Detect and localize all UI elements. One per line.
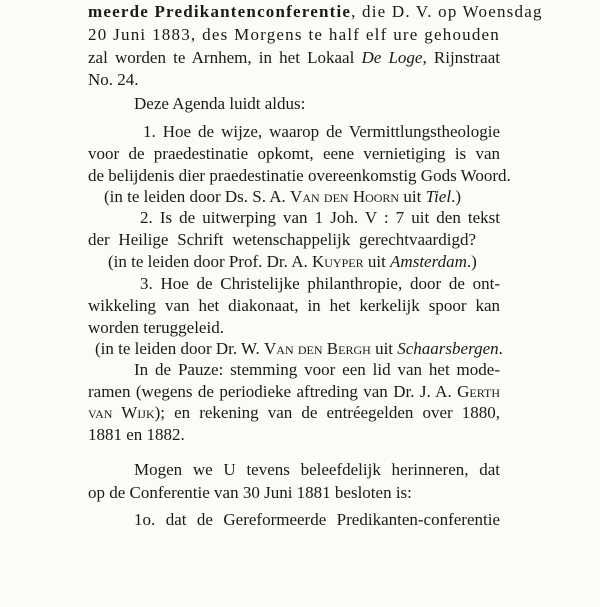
item2-lead [108,252,477,272]
p1-line-2: 20 Juni 1883, des Morgens te half elf ure gehouden [88,25,500,44]
pauze-line-4: 1881 en 1882. [88,425,185,444]
item1-speaker: Van den Hoorn [290,187,400,206]
item3-lead-pre: (in te leiden door Dr. W. [95,339,265,358]
pauze-line-1: In de Pauze: stemming voor een lid van het mode- [134,360,500,379]
item2-place: Amsterdam [390,252,467,271]
item1-line-1: 1. Hoe de wijze, waarop de Vermittlungstheologie [143,122,500,141]
item3-place: Schaarsbergen [397,339,499,358]
p1-line-3 [88,48,500,68]
item2-speaker: Kuyper [311,252,364,271]
item1-line-3: de belijdenis dier praedestinatie overeenkomstig Gods Woord. [88,166,511,185]
item1-line-2: voor de praedestinatie opkomt, eene vernietiging is van [88,144,500,163]
item2-lead-post: .) [466,252,477,271]
item2-lead-pre: (in te leiden door Prof. Dr. A. [108,252,312,271]
reminder-line-1: Mogen we U tevens beleefdelijk herinneren, dat [134,460,500,479]
item1-lead [104,187,461,207]
venue-name: De Loge [361,48,423,67]
item3-speaker: Van den Bergh [264,339,371,358]
item1-lead-mid: uit [399,187,426,206]
item3-line-1: 3. Hoe de Christelijke philanthropie, door de ont- [140,274,500,293]
item3-line-2: wikkeling van het diakonaat, in het kerkelijk spoor kan [88,296,500,315]
pauze-line-2-pre: ramen (wegens de periodieke aftreding van Dr. J. A. [88,382,458,401]
p1-line-1 [88,2,543,22]
point-1: 1o. dat de Gereformeerde Predikanten-conferentie [134,510,500,529]
item2-lead-mid: uit [363,252,391,271]
pauze-name-part-1: Gerth [457,382,500,401]
agenda-intro: Deze Agenda luidt aldus: [134,94,306,113]
item1-lead-pre: (in te leiden door Ds. S. A. [104,187,291,206]
bold-title: meerde Predikantenconferentie [88,2,352,21]
pauze-line-3-post: ); en rekening van de entréegelden over 1880, [154,403,500,422]
item1-place: Tiel [425,187,452,206]
item2-line-2: der Heilige Schrift wetenschappelijk gerechtvaardigd? [88,230,476,249]
p1-line-4: No. 24. [88,70,139,89]
pauze-line-2 [88,382,500,402]
p1-line-3-pre: zal worden te Arnhem, in het Lokaal [88,48,362,67]
pauze-name-part-2: van Wijk [88,403,155,422]
reminder-line-2: op de Conferentie van 30 Juni 1881 besloten is: [88,483,412,502]
pauze-line-3 [88,403,500,423]
p1-line-3-post: , Rijnstraat [422,48,500,67]
item3-lead-mid: uit [370,339,398,358]
p1-line-1-rest: , die D. V. op Woensdag [351,2,543,21]
item2-line-1: 2. Is de uitwerping van 1 Joh. V : 7 uit den tekst [140,208,500,227]
item3-line-3: worden teruggeleid. [88,318,224,337]
item1-lead-post: .) [451,187,461,206]
item3-lead [95,339,503,359]
item3-lead-post: . [498,339,503,358]
